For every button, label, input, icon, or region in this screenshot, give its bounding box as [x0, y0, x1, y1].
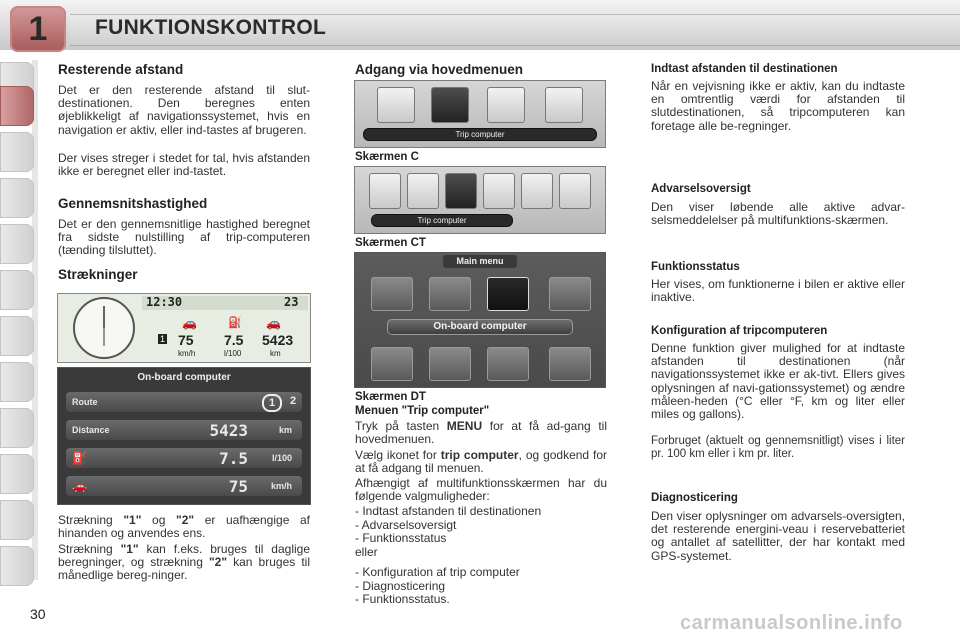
obc-title: On-board computer — [137, 372, 231, 383]
obc-consumption-value: 7.5 — [219, 449, 248, 468]
lcd-time: 12:30 — [146, 295, 183, 309]
trip-computer-icon — [445, 173, 477, 209]
list-item: - Funktionsstatus. — [355, 592, 450, 606]
phone-icon — [371, 347, 413, 381]
side-tab-9[interactable] — [0, 408, 34, 448]
list-item: - Funktionsstatus — [355, 531, 447, 545]
text-warning-log: Den viser løbende alle aktive advar-selsmeddelelser på multifunktions-skærmen. — [651, 200, 905, 228]
heading-average-speed: Gennemsnitshastighed — [58, 196, 208, 211]
caption-screen-ct: Skærmen CT — [355, 237, 426, 249]
settings-icon — [487, 87, 525, 123]
heading-configure-trip-computer: Konfiguration af tripcomputeren — [651, 325, 828, 337]
lcd-speed: 75 — [178, 332, 194, 348]
obc-consumption-unit: l/100 — [271, 453, 292, 463]
lcd-display — [57, 293, 311, 363]
side-tab-3[interactable] — [0, 132, 34, 172]
side-tab-12[interactable] — [0, 546, 34, 586]
text-stretch-independent: Strækning "1" og "2" er uafhængige af hinanden og anvendes ens. — [58, 513, 311, 541]
heading-warning-log: Advarselsoversigt — [651, 183, 751, 195]
fuel-gauge-icon: ⛽ — [72, 451, 87, 465]
side-tab-7[interactable] — [0, 316, 34, 356]
heading-function-status: Funktionsstatus — [651, 261, 740, 273]
phone-icon — [521, 173, 553, 209]
obc-row-route — [66, 392, 302, 412]
chapter-number: 1 — [28, 10, 48, 48]
document-icon — [549, 277, 591, 311]
screen-c — [354, 80, 606, 148]
text-options-intro: Afhængigt af multifunktionsskærmen har du følgende valgmuligheder: — [355, 476, 607, 504]
text-stretch-usage: Strækning "1" kan f.eks. bruges til daglige beregninger, og strækning "2" kan bruges til månedlige bereg-ninger. — [58, 542, 310, 583]
heading-remaining-distance: Resterende afstand — [58, 62, 184, 77]
lcd-consumption: 7.5 — [224, 332, 244, 348]
dt-selection-bar: On-board computer — [387, 319, 573, 335]
trip-computer-icon — [487, 277, 529, 311]
side-tab-6[interactable] — [0, 270, 34, 310]
obc-row-speed — [66, 476, 302, 496]
side-tab-10[interactable] — [0, 454, 34, 494]
side-tab-8[interactable] — [0, 362, 34, 402]
page-title: FUNKTIONSKONTROL — [95, 16, 327, 39]
lcd-trip-index: 1 — [160, 334, 166, 344]
list-or: eller — [355, 544, 378, 559]
dt-main-menu-title: Main menu — [456, 256, 504, 266]
caption-screen-dt: Skærmen DT — [355, 391, 426, 403]
screen-ct — [354, 166, 606, 234]
text-function-status: Her vises, om funktionerne i bilen er aktive eller inaktive. — [651, 277, 905, 305]
obc-route-selected[interactable]: 1 — [262, 394, 282, 412]
car-flag-icon: 🚗 — [266, 316, 281, 330]
phone-icon — [545, 87, 583, 123]
book-icon — [487, 347, 529, 381]
options-list-2 — [355, 566, 607, 607]
list-item: - Advarselsoversigt — [355, 517, 457, 532]
obc-speed-unit: km/h — [270, 481, 292, 491]
text-average-speed: Det er den gennemsnitlige hastighed beregnet fra sidste nulstilling af trip-computeren (tænding tilsluttet). — [58, 217, 310, 258]
obc-route-label: Route — [72, 397, 98, 407]
heading-main-menu-access: Adgang via hovedmenuen — [355, 62, 524, 77]
map-icon — [429, 277, 471, 311]
obc-distance-unit: km — [278, 425, 292, 435]
caption-screen-c: Skærmen C — [355, 151, 419, 163]
text-diagnostics: Den viser oplysninger om advarsels-oversigten, det resterende energini-veau i reservebatteriet og antallet af satellitter, der har kontakt med GPS-systemet. — [651, 509, 905, 563]
text-select-icon: Vælg ikonet for trip computer, og godkend for at få adgang til menuen. — [355, 448, 608, 476]
heading-trip-computer-menu: Menuen "Trip computer" — [355, 405, 490, 417]
settings-icon — [559, 173, 591, 209]
screen-c-selection: Trip computer — [363, 128, 597, 141]
side-tab-5[interactable] — [0, 224, 34, 264]
text-configure-trip-computer: Denne funktion giver mulighed for at indtaste afstanden til destinationen (når navigationssystemet ikke er ak-tivt. Ellers gives oplysningen af navi-gationssystemet) og ændre måleen-heden (°C eller °F, km og liter eller miles og gallons). — [651, 341, 905, 422]
watermark: carmanualsonline.info — [680, 612, 903, 634]
list-item: - Konfiguration af trip computer — [355, 565, 520, 579]
obc-route-alt[interactable]: 2 — [290, 395, 297, 407]
lcd-speed-unit: km/h — [178, 349, 196, 358]
list-item: - Diagnosticering — [355, 578, 446, 593]
obc-row-consumption — [66, 448, 302, 468]
screen-ct-selection: Trip computer — [371, 214, 513, 227]
navigation-icon — [371, 277, 413, 311]
trip-computer-icon — [431, 87, 469, 123]
obc-distance-value: 5423 — [209, 421, 248, 440]
page-number: 30 — [30, 606, 46, 622]
fuel-icon: ⛽ — [228, 317, 242, 329]
text-enter-distance: Når en vejvisning ikke er aktiv, kan du indtaste en omtrentlig værdi for afstanden til slutdestinationen, så tripcomputeren kan foretage alle be-regninger. — [651, 79, 905, 133]
lcd-consumption-unit: l/100 — [224, 349, 242, 358]
heading-enter-distance: Indtast afstanden til destinationen — [651, 63, 838, 75]
heading-stretches: Strækninger — [58, 267, 138, 282]
side-tab-active[interactable] — [0, 86, 34, 126]
text-press-menu: Tryk på tasten MENU for at få ad-gang til hovedmenuen. — [355, 419, 607, 447]
car-icon: 🚗 — [182, 316, 197, 330]
obc-row-distance — [66, 420, 302, 440]
screen-dt — [354, 252, 606, 388]
text-remaining-distance: Det er den resterende afstand til slut-destinationen. Den beregnes enten øjeblikkeligt af navigationssystemet, hvis en navigation er aktiv, eller ind-tastes af brugeren. — [58, 83, 310, 137]
onboard-computer-display — [57, 367, 311, 505]
navigation-icon — [369, 173, 401, 209]
settings-icon — [429, 347, 471, 381]
options-list-1 — [355, 505, 607, 559]
lcd-distance: 5423 — [262, 332, 294, 348]
list-item: - Indtast afstanden til destinationen — [355, 504, 542, 518]
map-icon — [407, 173, 439, 209]
text-dashes-note: Der vises streger i stedet for tal, hvis afstanden ikke er beregnet eller ind-tastet. — [58, 151, 310, 179]
audio-icon — [483, 173, 515, 209]
text-consumption-units: Forbruget (aktuelt og gennemsnitligt) vises i liter pr. 100 km eller i km pr. liter. — [651, 435, 905, 461]
side-tab-11[interactable] — [0, 500, 34, 540]
lcd-distance-unit: km — [270, 349, 281, 358]
obc-distance-label: Distance — [72, 425, 110, 435]
lcd-temp: 23 — [284, 295, 299, 309]
obc-speed-value: 75 — [228, 477, 248, 496]
screen-settings-icon — [549, 347, 591, 381]
navigation-icon — [377, 87, 415, 123]
side-tab-4[interactable] — [0, 178, 34, 218]
heading-diagnostics: Diagnosticering — [651, 492, 738, 504]
car-icon: 🚗 — [72, 479, 87, 493]
